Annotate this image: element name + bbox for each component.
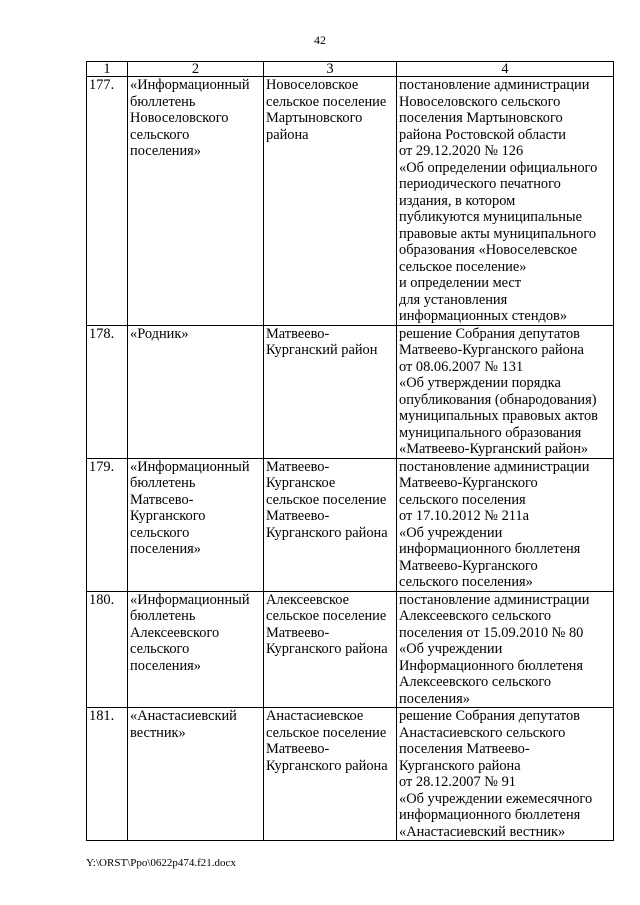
municipality: Анастасиевское сельское поселение Матвеево- Курганского района	[264, 708, 397, 841]
page-number: 42	[314, 33, 326, 47]
row-number: 179.	[87, 458, 128, 591]
table-row	[87, 591, 614, 708]
publication-name: «Информационный бюллетень Алексеевского сельского поселения»	[128, 591, 264, 708]
column-header-2: 2	[128, 62, 264, 77]
founding-document: постановление администрации Алексеевского сельского поселения от 15.09.2010 № 80 «Об учреждении Информационного бюллетеня Алексеевского сельского поселения»	[397, 591, 614, 708]
founding-document: постановление администрации Матвеево-Курганского сельского поселения от 17.10.2012 № 211а «Об учреждении информационного бюллетеня Матвеево-Курганского сельского поселения»	[397, 458, 614, 591]
table-row	[87, 325, 614, 458]
founding-document: решение Собрания депутатов Матвеево-Курганского района от 08.06.2007 № 131 «Об утверждении порядка опубликования (обнародования) муниципальных правовых актов муниципального образования «Матвеево-Курганский район»	[397, 325, 614, 458]
publication-name: «Информационный бюллетень Матвсево- Курганского сельского поселения»	[128, 458, 264, 591]
publication-name: «Информационный бюллетень Новоселовского сельского поселения»	[128, 77, 264, 326]
row-number: 181.	[87, 708, 128, 841]
municipality: Алексеевское сельское поселение Матвеево- Курганского района	[264, 591, 397, 708]
table-row	[87, 458, 614, 591]
row-number: 178.	[87, 325, 128, 458]
table-row	[87, 708, 614, 841]
founding-document: постановление администрации Новоселовского сельского поселения Мартыновского района Ростовской области от 29.12.2020 № 126 «Об определении официального периодического печатного издания, в котором публикуются муниципальные правовые акты муниципального образования «Новоселевское сельское поселение» и определении мест для установления информационных стендов»	[397, 77, 614, 326]
column-header-3: 3	[264, 62, 397, 77]
municipality: Матвеево- Курганский район	[264, 325, 397, 458]
publication-name: «Анастасиевский вестник»	[128, 708, 264, 841]
row-number: 180.	[87, 591, 128, 708]
row-number: 177.	[87, 77, 128, 326]
municipality: Матвеево- Курганское сельское поселение Матвеево- Курганского района	[264, 458, 397, 591]
column-header-1: 1	[87, 62, 128, 77]
publication-name: «Родник»	[128, 325, 264, 458]
column-header-4: 4	[397, 62, 614, 77]
registry-table	[86, 61, 614, 841]
header-row	[87, 62, 614, 77]
founding-document: решение Собрания депутатов Анастасиевского сельского поселения Матвеево- Курганского района от 28.12.2007 № 91 «Об учреждении ежемесячного информационного бюллетеня «Анастасиевский вестник»	[397, 708, 614, 841]
municipality: Новоселовское сельское поселение Мартыновского района	[264, 77, 397, 326]
footer-file-path: Y:\ORST\Ppo\0622p474.f21.docx	[86, 857, 236, 869]
table-row	[87, 77, 614, 326]
